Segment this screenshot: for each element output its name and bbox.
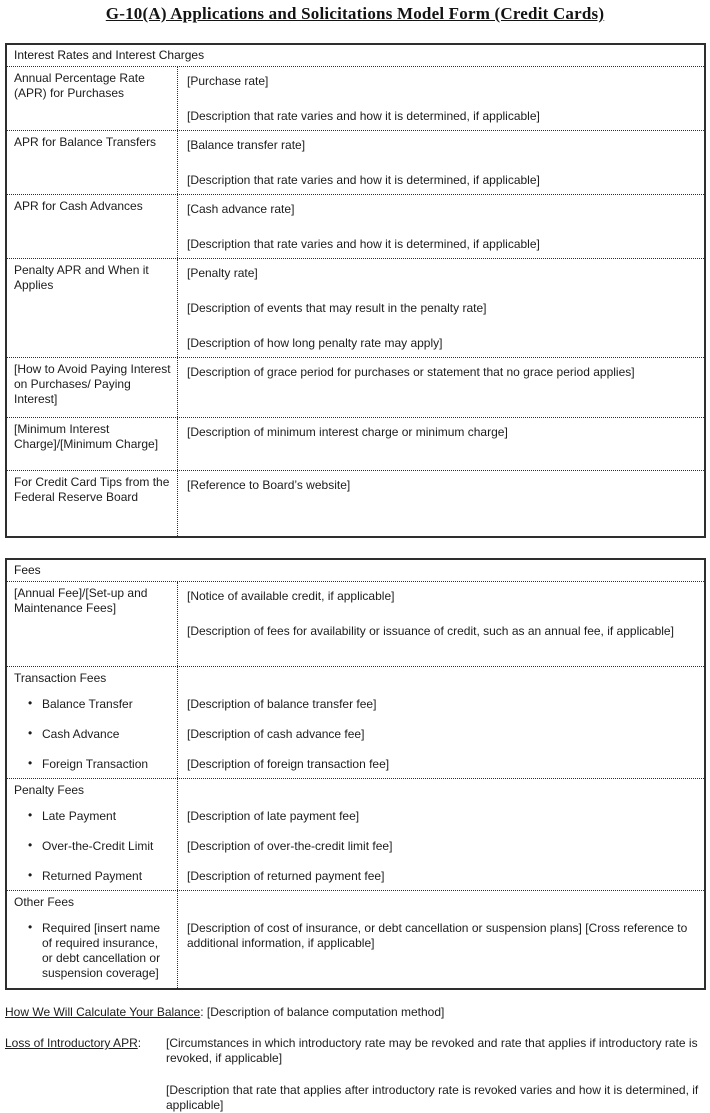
interest-table-row	[7, 194, 704, 258]
row-description-cell	[178, 891, 704, 988]
loss-intro-apr-text: [Circumstances in which introductory rate may be revoked and rate that applies if introductory rate is revoked, if applicable]	[166, 1036, 698, 1065]
row-description: [Description of returned payment fee]	[187, 869, 385, 883]
row-label: For Credit Card Tips from the Federal Reserve Board	[14, 475, 170, 504]
row-description-cell	[178, 259, 704, 357]
interest-table-row	[7, 470, 704, 536]
loss-intro-apr-label-wrap	[5, 1036, 141, 1051]
row-description: [Description that rate varies and how it is determined, if applicable]	[187, 173, 540, 187]
bullet-item-label: Foreign Transaction	[42, 757, 149, 771]
row-label-cell	[7, 195, 178, 258]
row-label: Penalty Fees	[14, 783, 85, 797]
row-label: [Minimum Interest Charge]/[Minimum Charge]	[14, 422, 159, 451]
row-description: [Description of over-the-credit limit fee]	[187, 839, 393, 853]
row-description: [Description of balance transfer fee]	[187, 697, 377, 711]
row-label-cell	[7, 418, 178, 470]
row-description: [Description that rate varies and how it is determined, if applicable]	[187, 109, 540, 123]
loss-intro-apr-colon: :	[137, 1036, 142, 1050]
bullet-item-label: Required [insert name of required insurance, or debt cancellation or suspension coverage]	[42, 921, 161, 980]
row-description: [Balance transfer rate]	[187, 138, 306, 152]
row-description: [Description of cost of insurance, or debt cancellation or suspension plans] [Cross reference to additional information, if applicable]	[187, 921, 688, 950]
row-label: Annual Percentage Rate (APR) for Purchases	[14, 71, 145, 100]
bullet-item	[14, 697, 171, 712]
row-description: [Description that rate varies and how it is determined, if applicable]	[187, 237, 540, 251]
interest-table-header: Interest Rates and Interest Charges	[7, 45, 704, 67]
interest-table-row	[7, 357, 704, 417]
fees-table	[5, 558, 706, 990]
loss-intro-apr-label: Loss of Introductory APR	[5, 1036, 138, 1050]
row-label-cell	[7, 891, 178, 988]
bullet-icon: •	[28, 696, 33, 710]
row-description: [Description of minimum interest charge or minimum charge]	[187, 425, 508, 439]
fees-table-row	[7, 582, 704, 666]
fees-table-header: Fees	[7, 560, 704, 582]
fees-table-row	[7, 666, 704, 778]
page-title: G-10(A) Applications and Solicitations Model Form (Credit Cards)	[105, 4, 605, 23]
bullet-item-label: Late Payment	[42, 809, 117, 823]
row-description: [Description of how long penalty rate may apply]	[187, 336, 443, 350]
balance-calculation-text: : [Description of balance computation method]	[200, 1005, 445, 1019]
row-description: [Purchase rate]	[187, 74, 269, 88]
row-description-cell	[178, 358, 704, 417]
row-description-cell	[178, 195, 704, 258]
row-description: [Cash advance rate]	[187, 202, 295, 216]
balance-calculation-label: How We Will Calculate Your Balance	[5, 1005, 201, 1019]
bullet-item	[14, 757, 171, 772]
row-description: [Description of fees for availability or issuance of credit, such as an annual fee, if applicable]	[187, 624, 674, 638]
row-label: [How to Avoid Paying Interest on Purchases/ Paying Interest]	[14, 362, 171, 406]
bullet-list	[14, 809, 171, 884]
interest-table-row	[7, 130, 704, 194]
description-spacer	[187, 786, 696, 809]
bullet-list	[14, 697, 171, 772]
row-label: Penalty APR and When it Applies	[14, 263, 149, 292]
row-label-cell	[7, 358, 178, 417]
row-label-cell	[7, 67, 178, 130]
row-label-cell	[7, 471, 178, 536]
bullet-item	[14, 727, 171, 742]
row-label-cell	[7, 582, 178, 666]
bullet-icon: •	[28, 868, 33, 882]
row-label: APR for Balance Transfers	[14, 135, 157, 149]
loss-intro-apr-note	[5, 1036, 710, 1066]
bullet-item-label: Balance Transfer	[42, 697, 133, 711]
row-description: [Description of grace period for purchases or statement that no grace period applies]	[187, 365, 635, 379]
bullet-item	[14, 839, 171, 854]
interest-table-row	[7, 417, 704, 470]
footnotes-section	[5, 1005, 710, 1113]
row-label-cell	[7, 779, 178, 890]
bullet-icon: •	[28, 756, 33, 770]
row-description: [Description of cash advance fee]	[187, 727, 365, 741]
row-description: [Description of foreign transaction fee]	[187, 757, 390, 771]
bullet-icon: •	[28, 808, 33, 822]
row-description-cell	[178, 471, 704, 536]
row-description: [Notice of available credit, if applicable]	[187, 589, 395, 603]
row-description-cell	[178, 418, 704, 470]
bullet-item	[14, 869, 171, 884]
row-label-cell	[7, 667, 178, 778]
bullet-item-label: Over-the-Credit Limit	[42, 839, 154, 853]
row-description-cell	[178, 779, 704, 890]
row-label: Other Fees	[14, 895, 75, 909]
row-label: APR for Cash Advances	[14, 199, 143, 213]
row-description: [Description of events that may result in the penalty rate]	[187, 301, 487, 315]
row-description-cell	[178, 131, 704, 194]
bullet-icon: •	[28, 838, 33, 852]
interest-rates-table	[5, 43, 706, 538]
row-label: [Annual Fee]/[Set-up and Maintenance Fees]	[14, 586, 148, 615]
bullet-icon: •	[28, 920, 33, 934]
bullet-item	[14, 809, 171, 824]
row-description-cell	[178, 582, 704, 666]
bullet-item	[14, 921, 171, 981]
row-label-cell	[7, 259, 178, 357]
bullet-icon: •	[28, 726, 33, 740]
description-spacer	[187, 674, 696, 697]
row-description: [Description of late payment fee]	[187, 809, 360, 823]
description-spacer	[187, 898, 696, 921]
row-label: Transaction Fees	[14, 671, 107, 685]
loss-intro-apr-note-2: [Description that rate that applies after introductory rate is revoked varies and how it is determined, if applicable]	[166, 1083, 699, 1112]
interest-table-body	[7, 67, 704, 536]
bullet-item-label: Returned Payment	[42, 869, 143, 883]
row-description: [Penalty rate]	[187, 266, 258, 280]
interest-table-row	[7, 67, 704, 130]
interest-table-row	[7, 258, 704, 357]
row-description-cell	[178, 67, 704, 130]
fees-table-row	[7, 778, 704, 890]
balance-calculation-note	[5, 1005, 710, 1020]
bullet-list	[14, 921, 171, 981]
fees-table-body	[7, 582, 704, 988]
row-label-cell	[7, 131, 178, 194]
row-description-cell	[178, 667, 704, 778]
fees-table-row	[7, 890, 704, 988]
row-description: [Reference to Board’s website]	[187, 478, 351, 492]
bullet-item-label: Cash Advance	[42, 727, 120, 741]
